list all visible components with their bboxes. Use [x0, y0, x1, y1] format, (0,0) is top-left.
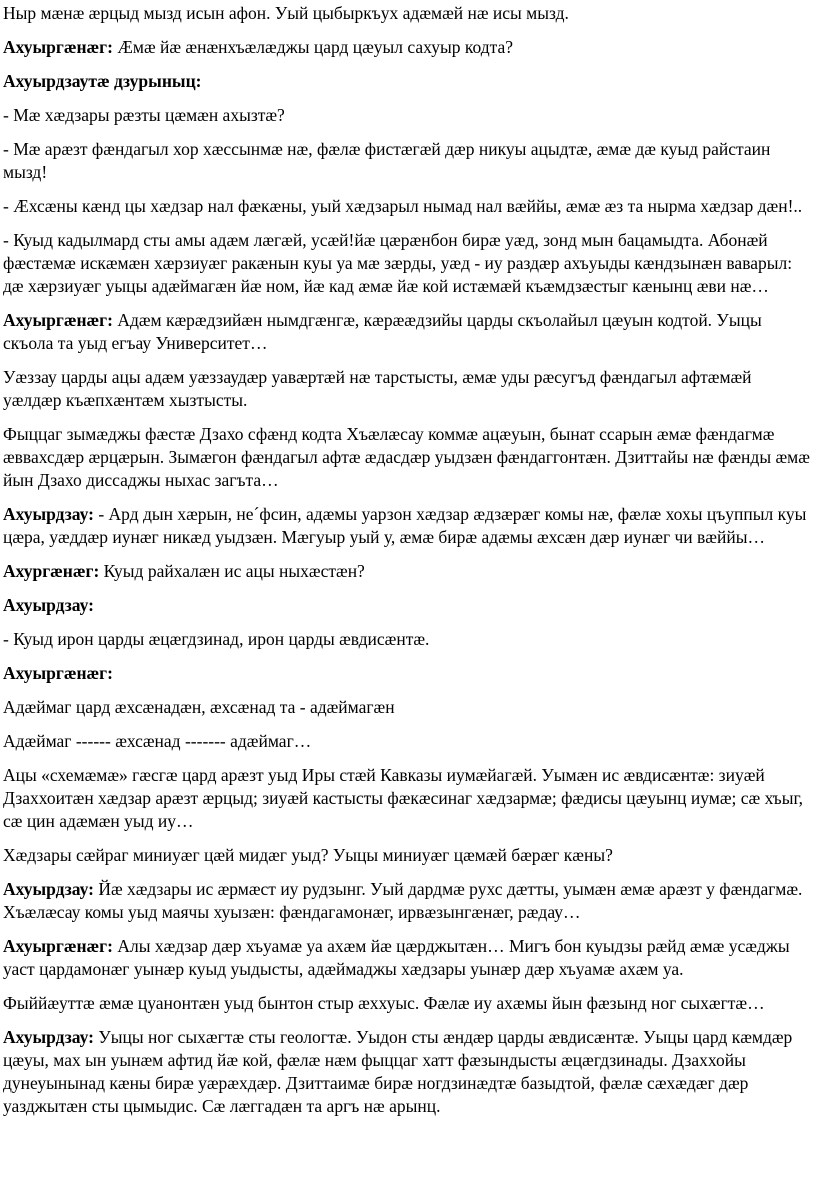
paragraph-14 [3, 628, 810, 651]
speaker-label: Ахуырдзау: [3, 879, 94, 899]
paragraph-23 [3, 1026, 810, 1118]
paragraph-9 [3, 366, 810, 412]
paragraph-text: Ныр мæнæ æрцыд мызд исын афон. Уый цыбыркъух адæмæй нæ исы мызд. [3, 3, 569, 23]
paragraph-4 [3, 104, 810, 127]
paragraph-6 [3, 195, 810, 218]
paragraph-15 [3, 662, 810, 685]
paragraph-text: Хæдзары сæйраг миниуæг цæй мидæг уыд? Уыцы миниуæг цæмæй бæрæг кæны? [3, 845, 613, 865]
paragraph-text: Уыцы ног сыхæгтæ сты геологтæ. Уыдон сты æндæр царды æвдисæнтæ. Уыцы цард кæмдæр цæуы, мах ын уынæм афтид йæ кой, фæлæ нæм фыццаг хатт фæзындысты æцæгдзинады. Дзаххойы дунеуынынад кæны бирæ уæрæхдæр. Дзиттаимæ бирæ ногдзинæдтæ базыдтой, фæлæ сæхæдæг дæр уазджытæн сты цымыдис. Сæ лæггадæн та аргъ нæ арынц. [3, 1027, 793, 1116]
paragraph-5 [3, 138, 810, 184]
paragraph-text: Адæймаг цард æхсæнадæн, æхсæнад та - адæймагæн [3, 697, 395, 717]
paragraph-text: - Æхсæны кæнд цы хæдзар нал фæкæны, уый хæдзарыл нымад нал вæййы, æмæ æз та нырма хæдзар дæн!.. [3, 196, 803, 216]
paragraph-2 [3, 36, 810, 59]
paragraph-text: Алы хæдзар дæр хъуамæ уа ахæм йæ цæрджытæн… Мигъ бон куыдзы рæйд æмæ усæджы уаст цардамонæг уынæр куыд уыдысты, адæймаджы хæдзары уынæр дæр хъуамæ ахæм уа. [3, 936, 790, 979]
speaker-label: Ахуырдзау: [3, 595, 94, 615]
paragraph-text: - Ард дын хæрын, не´фсин, адæмы уарзон хæдзар æдзæрæг комы нæ, фæлæ хохы цъуппыл куы цæра, уæддæр иунæг никæд уыдзæн. Мæгуыр уый у, æмæ бирæ адæмы æхсæн дæр иунæг чи вæййы… [3, 504, 807, 547]
paragraph-17 [3, 730, 810, 753]
paragraph-1 [3, 2, 810, 25]
paragraph-13 [3, 594, 810, 617]
speaker-label: Ахуырдзау: [3, 504, 94, 524]
paragraph-text: - Мæ арæзт фæндагыл хор хæссынмæ нæ, фæлæ фистæгæй дæр никуы ацыдтæ, æмæ дæ куыд райстаин мызд! [3, 139, 771, 182]
paragraph-20 [3, 878, 810, 924]
speaker-label: Ахуырдзаутæ дзурыныц: [3, 71, 202, 91]
paragraph-3 [3, 70, 810, 93]
speaker-label: Ахуыргæнæг: [3, 936, 113, 956]
paragraph-text: - Куыд ирон царды æцæгдзинад, ирон царды æвдисæнтæ. [3, 629, 430, 649]
paragraph-16 [3, 696, 810, 719]
paragraph-text: Адæм кæрæдзийæн нымдгæнгæ, кæрææдзийы царды скъолайыл цæуын кодтой. Уыцы скъола та уыд егъау Университет… [3, 310, 762, 353]
paragraph-19 [3, 844, 810, 867]
speaker-label: Ахуыргæнæг: [3, 310, 113, 330]
speaker-label: Ахуырдзау: [3, 1027, 94, 1047]
paragraph-text: Æмæ йæ æнæнхъæлæджы цард цæуыл сахуыр кодта? [112, 37, 514, 57]
paragraph-12 [3, 560, 810, 583]
paragraph-text: Уæззау царды ацы адæм уæззаудæр уавæртæй нæ тарстысты, æмæ уды рæсугъд фæндагыл афтæмæй уæлдæр къæпхæнтæм хызтысты. [3, 367, 752, 410]
paragraph-text: - Куыд кадылмард сты амы адæм лæгæй, усæй!йæ цæрæнбон бирæ уæд, зонд мын бацамыдта. Абонæй фæстæмæ искæмæн хæрзиуæг ракæнын куы уа мæ зæрды, уæд - иу раздæр ахъуыды кæндзынæн ваварыл: дæ хæрзиуæг уыцы адæймагæн йæ ном, йæ кад æмæ йæ кой истæмæй къæмдзæстыг кæнынц æви нæ… [3, 230, 793, 296]
paragraph-21 [3, 935, 810, 981]
paragraph-text: Фыййæуттæ æмæ цуанонтæн уыд бынтон стыр æххуыс. Фæлæ иу ахæмы йын фæзынд ног сыхæгтæ… [3, 993, 765, 1013]
paragraph-22 [3, 992, 810, 1015]
speaker-label: Ахуыргæнæг: [3, 663, 113, 683]
paragraph-8 [3, 309, 810, 355]
paragraph-10 [3, 423, 810, 492]
speaker-label: Ахуыргæнæг: [3, 37, 113, 57]
paragraph-7 [3, 229, 810, 298]
paragraph-text: Куыд райхалæн ис ацы ныхæстæн? [99, 561, 365, 581]
paragraph-text: - Мæ хæдзары рæзты цæмæн ахызтæ? [3, 105, 285, 125]
paragraph-text: Фыццаг зымæджы фæстæ Дзахо сфæнд кодта Хъæлæсау коммæ ацæуын, бынат ссарын æмæ фæндагмæ æввахсдæр æрцæрын. Зымæгон фæндагыл афтæ æдасдæр уыдзæн фæндаггонтæн. Дзиттайы нæ фæнды æмæ йын Дзахо диссаджы ныхас загъта… [3, 424, 810, 490]
paragraph-text: Йæ хæдзары ис æрмæст иу рудзынг. Уый дардмæ рухс дæтты, уымæн æмæ арæзт у фæндагмæ. Хъæлæсау комы уыд маячы хуызæн: фæндагамонæг, ирвæзынгæнæг, рæдау… [3, 879, 803, 922]
paragraph-11 [3, 503, 810, 549]
speaker-label: Ахургæнæг: [3, 561, 100, 581]
paragraph-18 [3, 764, 810, 833]
paragraph-text: Ацы «схемæмæ» гæсгæ цард арæзт уыд Иры стæй Кавказы иумæйагæй. Уымæн ис æвдисæнтæ: зиуæй Дзаххоитæн хæдзар арæзт æрцыд; зиуæй кастысты фæкæсинаг хæдзармæ; фæдисы цæуынц иумæ; сæ хъыг, сæ цин адæмæн уыд иу… [3, 765, 804, 831]
paragraph-text: Адæймаг ------ æхсæнад ------- адæймаг… [3, 731, 312, 751]
